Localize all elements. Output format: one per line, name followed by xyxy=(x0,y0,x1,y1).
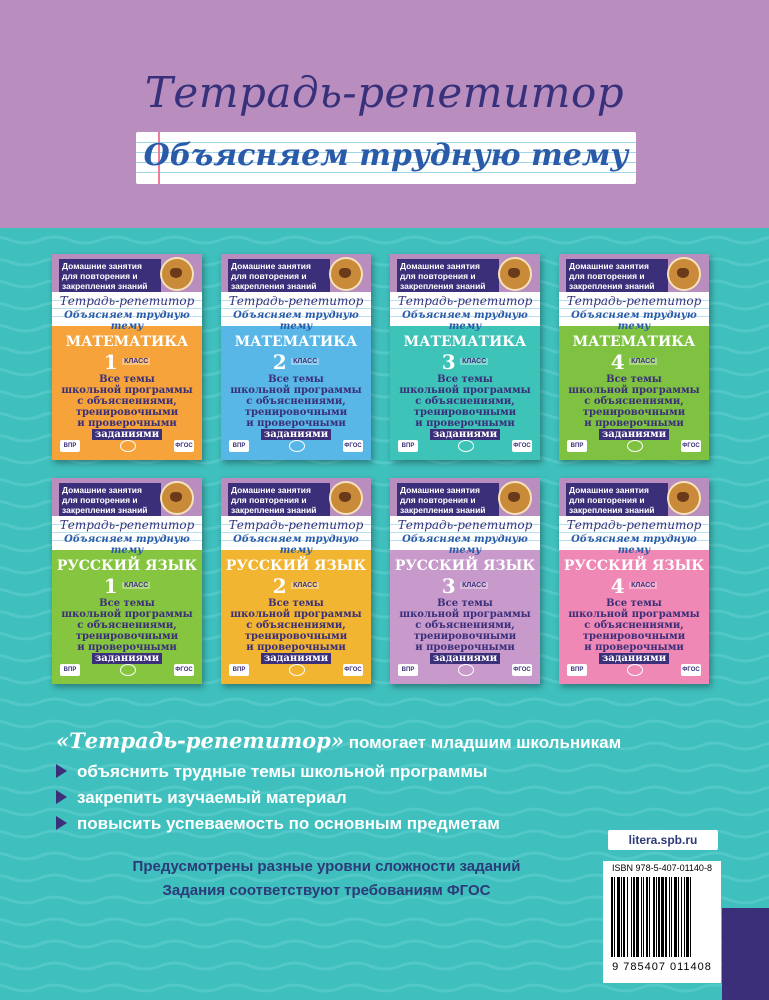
book-grade: 3 $^{КЛАСС}$ xyxy=(441,350,487,374)
book-cover xyxy=(559,478,709,684)
book-footer xyxy=(229,662,363,676)
publisher-logo-icon xyxy=(289,440,305,452)
fgos-badge: ФГОС xyxy=(512,440,532,452)
triangle-bullet-icon xyxy=(56,764,67,778)
book-cover xyxy=(221,254,371,460)
book-series-title: Тетрадь-репетитор xyxy=(228,518,364,532)
vpr-badge: ВПР xyxy=(60,664,80,676)
corner-block xyxy=(722,908,769,1000)
book-description: Все темы школьной программы с объяснениями, тренировочными и проверочными заданиями xyxy=(568,374,700,440)
book-series-title: Тетрадь-репетитор xyxy=(228,294,364,308)
book-description: Все темы школьной программы с объяснениями, тренировочными и проверочными заданиями xyxy=(61,598,193,664)
owl-badge-icon xyxy=(498,257,532,291)
book-top-label: Домашние занятия для повторения и закрепления знаний xyxy=(397,483,499,517)
book-description: Все темы школьной программы с объяснениями, тренировочными и проверочными заданиями xyxy=(568,598,700,664)
book-series-subtitle: Объясняем трудную тему xyxy=(402,534,528,556)
book-grade: 4 $^{КЛАСС}$ xyxy=(610,574,656,598)
fgos-badge: ФГОС xyxy=(174,440,194,452)
book-grade: 3 $^{КЛАСС}$ xyxy=(441,574,487,598)
book-top-label: Домашние занятия для повторения и закрепления знаний xyxy=(228,259,330,293)
vpr-badge: ВПР xyxy=(567,664,587,676)
book-grade: 2 $^{КЛАСС}$ xyxy=(272,350,318,374)
book-subject: МАТЕМАТИКА xyxy=(403,334,527,350)
vpr-badge: ВПР xyxy=(229,440,249,452)
subtitle-strip xyxy=(136,132,636,184)
book-top-label: Домашние занятия для повторения и закрепления знаний xyxy=(566,483,668,517)
publisher-logo-icon xyxy=(627,440,643,452)
fgos-badge: ФГОС xyxy=(681,440,701,452)
book-cover xyxy=(52,254,202,460)
book-subject: РУССКИЙ ЯЗЫК xyxy=(394,558,536,574)
book-description: Все темы школьной программы с объяснениями, тренировочными и проверочными заданиями xyxy=(399,374,531,440)
book-series-subtitle: Объясняем трудную тему xyxy=(571,310,697,332)
publisher-logo-icon xyxy=(458,440,474,452)
fgos-badge: ФГОС xyxy=(681,664,701,676)
book-cover xyxy=(559,254,709,460)
vpr-badge: ВПР xyxy=(60,440,80,452)
book-series-title: Тетрадь-репетитор xyxy=(566,518,702,532)
bullet-item: объяснить трудные темы школьной программы xyxy=(56,762,487,782)
note-fgos: Задания соответствуют требованиям ФГОС xyxy=(162,882,491,899)
owl-badge-icon xyxy=(667,481,701,515)
book-subject: МАТЕМАТИКА xyxy=(234,334,358,350)
book-series-subtitle: Объясняем трудную тему xyxy=(64,310,190,332)
promo-headline xyxy=(56,728,621,753)
book-top-label: Домашние занятия для повторения и закрепления знаний xyxy=(397,259,499,293)
book-series-title: Тетрадь-репетитор xyxy=(59,518,195,532)
book-series-subtitle: Объясняем трудную тему xyxy=(571,534,697,556)
book-top-label: Домашние занятия для повторения и закрепления знаний xyxy=(228,483,330,517)
book-cover xyxy=(390,478,540,684)
book-cover xyxy=(390,254,540,460)
book-cover xyxy=(221,478,371,684)
triangle-bullet-icon xyxy=(56,790,67,804)
publisher-logo-icon xyxy=(627,664,643,676)
book-grade: 4 $^{КЛАСС}$ xyxy=(610,350,656,374)
barcode xyxy=(603,861,721,983)
book-series-subtitle: Объясняем трудную тему xyxy=(233,310,359,332)
promo-series-name: «Тетрадь-репетитор» xyxy=(56,728,344,753)
book-series-title: Тетрадь-репетитор xyxy=(397,518,533,532)
book-top-label: Домашние занятия для повторения и закрепления знаний xyxy=(566,259,668,293)
book-grade: 1 $^{КЛАСС}$ xyxy=(103,350,149,374)
website-label: litera.spb.ru xyxy=(608,830,718,850)
header-band xyxy=(0,0,769,228)
book-series-title: Тетрадь-репетитор xyxy=(59,294,195,308)
book-footer xyxy=(567,438,701,452)
book-series-title: Тетрадь-репетитор xyxy=(566,294,702,308)
owl-badge-icon xyxy=(160,481,194,515)
book-top-label: Домашние занятия для повторения и закрепления знаний xyxy=(59,483,161,517)
book-footer xyxy=(398,438,532,452)
book-subject: РУССКИЙ ЯЗЫК xyxy=(563,558,705,574)
vpr-badge: ВПР xyxy=(567,440,587,452)
book-description: Все темы школьной программы с объяснениями, тренировочными и проверочными заданиями xyxy=(230,598,362,664)
book-grade: 1 $^{КЛАСС}$ xyxy=(103,574,149,598)
bullet-item: повысить успеваемость по основным предметам xyxy=(56,814,500,834)
book-subject: РУССКИЙ ЯЗЫК xyxy=(225,558,367,574)
note-difficulty: Предусмотрены разные уровни сложности заданий xyxy=(132,858,521,875)
book-description: Все темы школьной программы с объяснениями, тренировочными и проверочными заданиями xyxy=(61,374,193,440)
vpr-badge: ВПР xyxy=(229,664,249,676)
book-series-subtitle: Объясняем трудную тему xyxy=(402,310,528,332)
owl-badge-icon xyxy=(498,481,532,515)
book-footer xyxy=(398,662,532,676)
book-top-label: Домашние занятия для повторения и закрепления знаний xyxy=(59,259,161,293)
series-subtitle: Объясняем трудную тему xyxy=(143,138,629,173)
book-description: Все темы школьной программы с объяснениями, тренировочными и проверочными заданиями xyxy=(230,374,362,440)
book-series-subtitle: Объясняем трудную тему xyxy=(64,534,190,556)
publisher-logo-icon xyxy=(120,440,136,452)
vpr-badge: ВПР xyxy=(398,664,418,676)
fgos-badge: ФГОС xyxy=(512,664,532,676)
promo-headline-rest: помогает младшим школьникам xyxy=(344,733,622,752)
publisher-logo-icon xyxy=(120,664,136,676)
bullet-item: закрепить изучаемый материал xyxy=(56,788,347,808)
fgos-badge: ФГОС xyxy=(343,664,363,676)
fgos-badge: ФГОС xyxy=(174,664,194,676)
publisher-logo-icon xyxy=(458,664,474,676)
book-cover xyxy=(52,478,202,684)
barcode-digits: 9 785407 011408 xyxy=(612,961,712,973)
series-title: Тетрадь-репетитор xyxy=(144,68,625,117)
triangle-bullet-icon xyxy=(56,816,67,830)
book-subject: МАТЕМАТИКА xyxy=(572,334,696,350)
book-description: Все темы школьной программы с объяснениями, тренировочными и проверочными заданиями xyxy=(399,598,531,664)
book-footer xyxy=(60,662,194,676)
owl-badge-icon xyxy=(329,257,363,291)
owl-badge-icon xyxy=(667,257,701,291)
barcode-bars xyxy=(611,877,713,957)
book-footer xyxy=(567,662,701,676)
book-grade: 2 $^{КЛАСС}$ xyxy=(272,574,318,598)
book-footer xyxy=(229,438,363,452)
book-subject: РУССКИЙ ЯЗЫК xyxy=(56,558,198,574)
book-footer xyxy=(60,438,194,452)
publisher-logo-icon xyxy=(289,664,305,676)
owl-badge-icon xyxy=(329,481,363,515)
book-series-subtitle: Объясняем трудную тему xyxy=(233,534,359,556)
fgos-badge: ФГОС xyxy=(343,440,363,452)
book-series-title: Тетрадь-репетитор xyxy=(397,294,533,308)
owl-badge-icon xyxy=(160,257,194,291)
vpr-badge: ВПР xyxy=(398,440,418,452)
isbn-text: ISBN 978-5-407-01140-8 xyxy=(612,863,712,873)
book-subject: МАТЕМАТИКА xyxy=(65,334,189,350)
